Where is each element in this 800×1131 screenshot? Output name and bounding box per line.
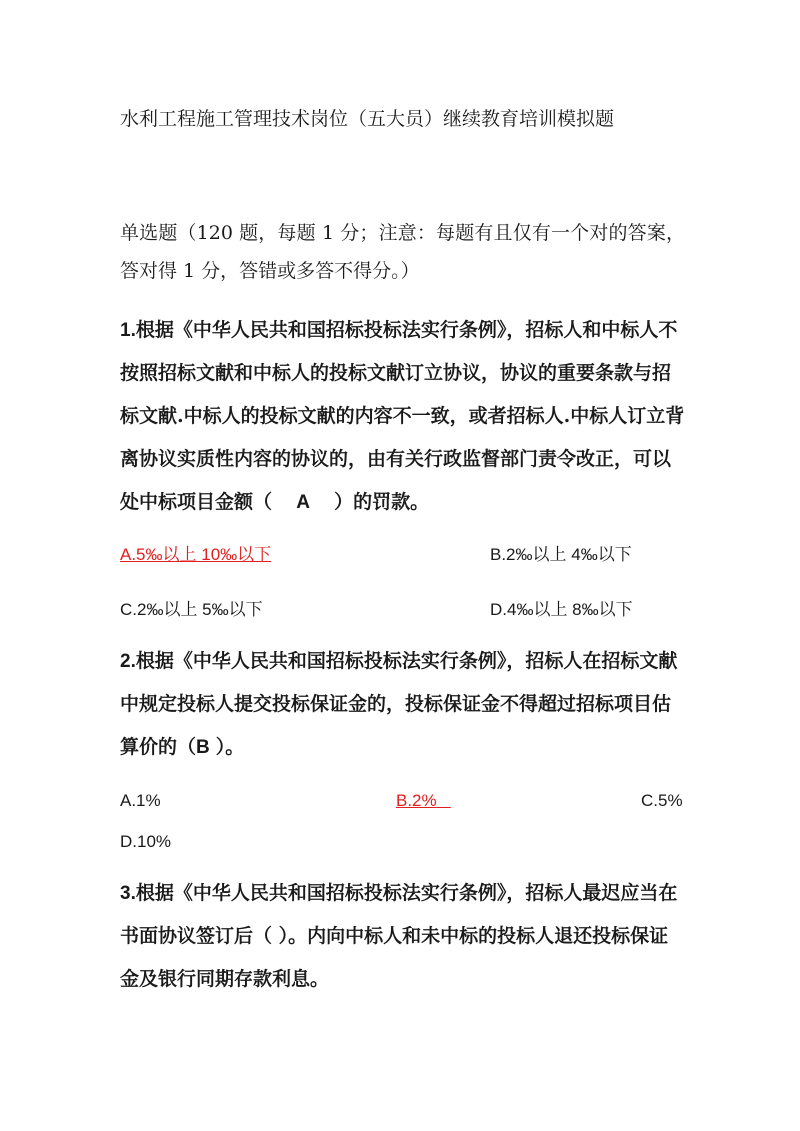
page-title: 水利工程施工管理技术岗位（五大员）继续教育培训模拟题 xyxy=(120,108,615,130)
question-1 xyxy=(120,309,685,524)
option-d: D.10% xyxy=(120,832,172,851)
question-tail: ）的罚款。 xyxy=(334,491,430,513)
question-3 xyxy=(120,872,685,1001)
question-tail: ）。 xyxy=(215,736,245,758)
option-d: D.4‰以上 8‰以下 xyxy=(490,600,633,619)
question-text: 根据《中华人民共和国招标投标法实行条例》，招标人和中标人不按照招标文献和中标人的投标文献订立协议，协议的重要条款与招标文献.中标人的投标文献的内容不一致，或者招标人.中标人订立背离协议实质性内容的协议的，由有关行政监督部门责令改正，可以处中标项目金额（ xyxy=(120,319,685,513)
question-number: 3. xyxy=(120,883,136,904)
option-b: B.2‰以上 4‰以下 xyxy=(490,545,632,564)
answer-letter: B xyxy=(196,737,210,758)
question-text: 根据《中华人民共和国招标投标法实行条例》，招标人在招标文献中规定投标人提交投标保证金的，投标保证金不得超过招标项目估算价的（ xyxy=(120,650,678,758)
option-b-correct: B.2% xyxy=(396,791,437,810)
question-2 xyxy=(120,640,685,769)
option-c: C.2‰以上 5‰以下 xyxy=(120,600,263,619)
option-a-correct: A.5‰以上 10‰以下 xyxy=(120,545,272,564)
option-a: A.1% xyxy=(120,791,161,810)
question-number: 1. xyxy=(120,320,136,341)
question-number: 2. xyxy=(120,651,136,672)
answer-letter: A xyxy=(296,492,310,513)
section-intro: 单选题（120 题，每题 1 分；注意：每题有且仅有一个对的答案，答对得 1 分，答错或多答不得分。） xyxy=(120,222,685,282)
option-c: C.5% xyxy=(641,791,683,810)
question-text: 根据《中华人民共和国招标投标法实行条例》，招标人最迟应当在书面协议签订后（ ）。内向中标人和未中标的投标人退还投标保证金及银行同期存款利息。 xyxy=(120,882,678,990)
